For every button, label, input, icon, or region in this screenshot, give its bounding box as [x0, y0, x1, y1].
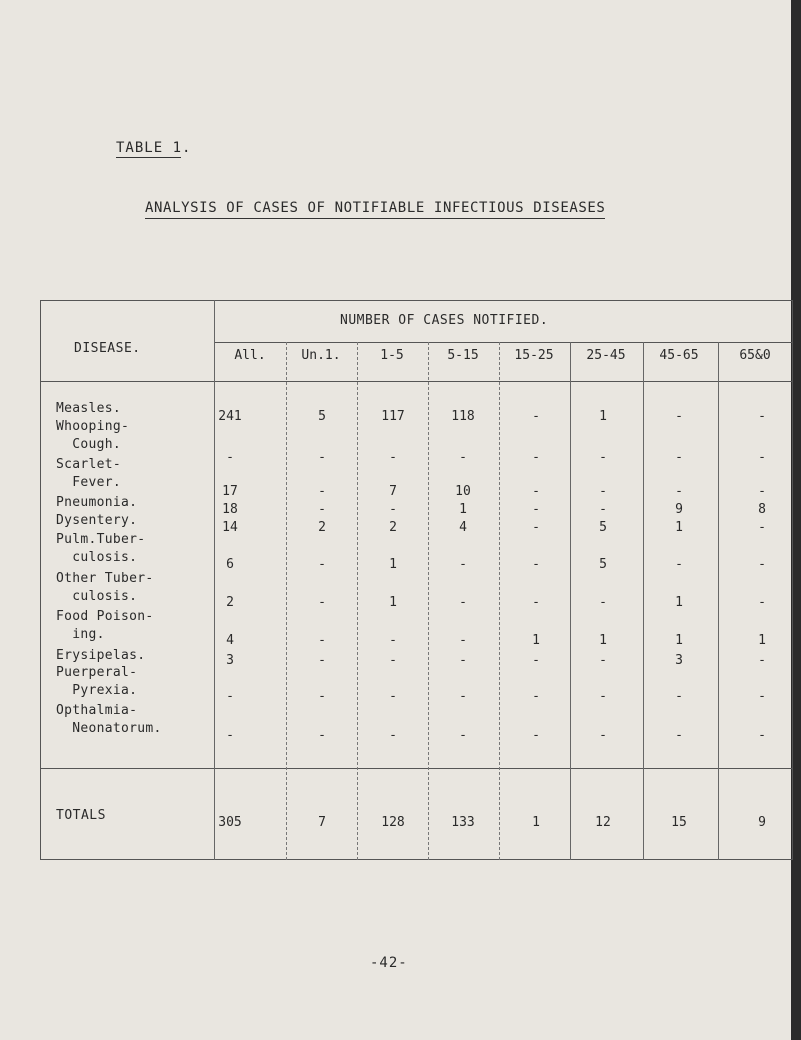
- table-cell: -: [758, 653, 766, 668]
- column-header-1-5: 1-5: [380, 348, 404, 363]
- table-cell: -: [318, 689, 326, 704]
- table-cell: 241: [218, 409, 242, 424]
- column-header-all: All.: [234, 348, 266, 363]
- table-cell: -: [532, 450, 540, 465]
- disease-column-rule: [214, 300, 215, 860]
- table-cell: -: [532, 520, 540, 535]
- table-cell: 4: [459, 520, 467, 535]
- table-cell: -: [459, 557, 467, 572]
- disease-label: Food Poison- ing.: [56, 609, 154, 642]
- table-cell: 5: [318, 409, 326, 424]
- table-cell: -: [459, 450, 467, 465]
- header-bottom-rule: [40, 381, 793, 382]
- column-rule: [718, 342, 719, 860]
- table-cell: 6: [226, 557, 234, 572]
- table-cell: -: [226, 450, 234, 465]
- table-cell: -: [675, 450, 683, 465]
- table-cell: -: [459, 633, 467, 648]
- table-cell: -: [389, 633, 397, 648]
- table-cell: -: [599, 450, 607, 465]
- table-cell: -: [758, 728, 766, 743]
- table-cell: 2: [318, 520, 326, 535]
- disease-label: Puerperal- Pyrexia.: [56, 665, 138, 698]
- group-header: NUMBER OF CASES NOTIFIED.: [340, 313, 549, 328]
- table-cell: -: [758, 595, 766, 610]
- disease-label: Erysipelas.: [56, 648, 146, 663]
- table-label: TABLE 1.: [116, 140, 192, 156]
- table-cell: -: [459, 653, 467, 668]
- table-cell: -: [532, 484, 540, 499]
- table-cell: -: [389, 450, 397, 465]
- disease-label: Pulm.Tuber- culosis.: [56, 532, 146, 565]
- column-rule: [643, 342, 644, 860]
- disease-label: Whooping- Cough.: [56, 419, 130, 452]
- column-header-5-15: 5-15: [447, 348, 479, 363]
- table-cell: -: [459, 689, 467, 704]
- table-cell: 3: [226, 653, 234, 668]
- column-header-15-25: 15-25: [514, 348, 554, 363]
- table-cell: 118: [451, 409, 475, 424]
- total-5-15: 133: [451, 815, 475, 830]
- table-cell: 14: [222, 520, 238, 535]
- table-cell: -: [318, 595, 326, 610]
- disease-header: DISEASE.: [74, 341, 141, 356]
- column-rule: [570, 342, 571, 860]
- table-cell: -: [318, 728, 326, 743]
- table-cell: -: [389, 653, 397, 668]
- table-cell: -: [532, 557, 540, 572]
- total-25-45: 12: [595, 815, 611, 830]
- table-cell: -: [675, 484, 683, 499]
- table-cell: -: [532, 689, 540, 704]
- table-cell: 9: [675, 502, 683, 517]
- table-cell: -: [389, 502, 397, 517]
- table-cell: 2: [226, 595, 234, 610]
- table-cell: -: [599, 728, 607, 743]
- table-cell: -: [675, 557, 683, 572]
- column-rule: [499, 342, 500, 860]
- disease-label: Opthalmia- Neonatorum.: [56, 703, 162, 736]
- table-cell: -: [758, 557, 766, 572]
- table-cell: -: [758, 450, 766, 465]
- table-cell: 10: [455, 484, 471, 499]
- table-cell: 1: [599, 633, 607, 648]
- table-cell: 1: [758, 633, 766, 648]
- table-cell: 5: [599, 557, 607, 572]
- table-cell: -: [599, 653, 607, 668]
- header-divider: [214, 342, 793, 343]
- table-cell: -: [318, 557, 326, 572]
- column-rule: [286, 342, 287, 860]
- total-65-over: 9: [758, 815, 766, 830]
- column-header-25-45: 25-45: [586, 348, 626, 363]
- table-cell: 1: [389, 557, 397, 572]
- total-under-1: 7: [318, 815, 326, 830]
- table-cell: -: [758, 689, 766, 704]
- table-cell: -: [318, 484, 326, 499]
- table-cell: -: [532, 728, 540, 743]
- column-rule: [357, 342, 358, 860]
- table-cell: -: [532, 653, 540, 668]
- table-cell: 3: [675, 653, 683, 668]
- table-cell: 4: [226, 633, 234, 648]
- table-cell: 1: [389, 595, 397, 610]
- table-cell: -: [459, 595, 467, 610]
- table-cell: 8: [758, 502, 766, 517]
- table-cell: -: [459, 728, 467, 743]
- table-cell: -: [599, 689, 607, 704]
- column-header-under-1: Un.1.: [301, 348, 341, 363]
- table-cell: -: [758, 409, 766, 424]
- table-cell: 7: [389, 484, 397, 499]
- table-cell: -: [599, 484, 607, 499]
- table-cell: 2: [389, 520, 397, 535]
- table-cell: -: [389, 689, 397, 704]
- table-cell: -: [599, 502, 607, 517]
- column-rule: [428, 342, 429, 860]
- table-cell: -: [389, 728, 397, 743]
- column-header-45-65: 45-65: [659, 348, 699, 363]
- page-number: -42-: [370, 955, 408, 971]
- table-title: ANALYSIS OF CASES OF NOTIFIABLE INFECTIOUS DISEASES: [145, 200, 606, 216]
- total-all: 305: [218, 815, 242, 830]
- table-cell: -: [758, 484, 766, 499]
- table-cell: -: [318, 633, 326, 648]
- total-15-25: 1: [532, 815, 540, 830]
- table-cell: 117: [381, 409, 405, 424]
- disease-label: Other Tuber- culosis.: [56, 571, 154, 604]
- table-cell: 1: [459, 502, 467, 517]
- table-cell: -: [318, 502, 326, 517]
- table-cell: 1: [599, 409, 607, 424]
- table-cell: -: [532, 595, 540, 610]
- disease-label: Pneumonia.: [56, 495, 138, 510]
- table-cell: -: [226, 728, 234, 743]
- total-1-5: 128: [381, 815, 405, 830]
- table-cell: -: [675, 728, 683, 743]
- table-cell: 1: [532, 633, 540, 648]
- table-cell: -: [318, 450, 326, 465]
- table-cell: 1: [675, 595, 683, 610]
- table-cell: -: [758, 520, 766, 535]
- table-cell: -: [532, 409, 540, 424]
- table-cell: -: [532, 502, 540, 517]
- table-cell: -: [675, 409, 683, 424]
- table-cell: 1: [675, 633, 683, 648]
- column-header-65-over: 65&0: [739, 348, 771, 363]
- disease-label: Measles.: [56, 401, 122, 416]
- total-45-65: 15: [671, 815, 687, 830]
- table-cell: 5: [599, 520, 607, 535]
- table-cell: 18: [222, 502, 238, 517]
- table-cell: -: [599, 595, 607, 610]
- totals-rule: [40, 768, 793, 769]
- table-cell: -: [226, 689, 234, 704]
- table-cell: 17: [222, 484, 238, 499]
- table-cell: -: [675, 689, 683, 704]
- table-cell: -: [318, 653, 326, 668]
- table-cell: 1: [675, 520, 683, 535]
- disease-label: Dysentery.: [56, 513, 138, 528]
- disease-label: Scarlet- Fever.: [56, 457, 122, 490]
- totals-label: TOTALS: [56, 808, 106, 823]
